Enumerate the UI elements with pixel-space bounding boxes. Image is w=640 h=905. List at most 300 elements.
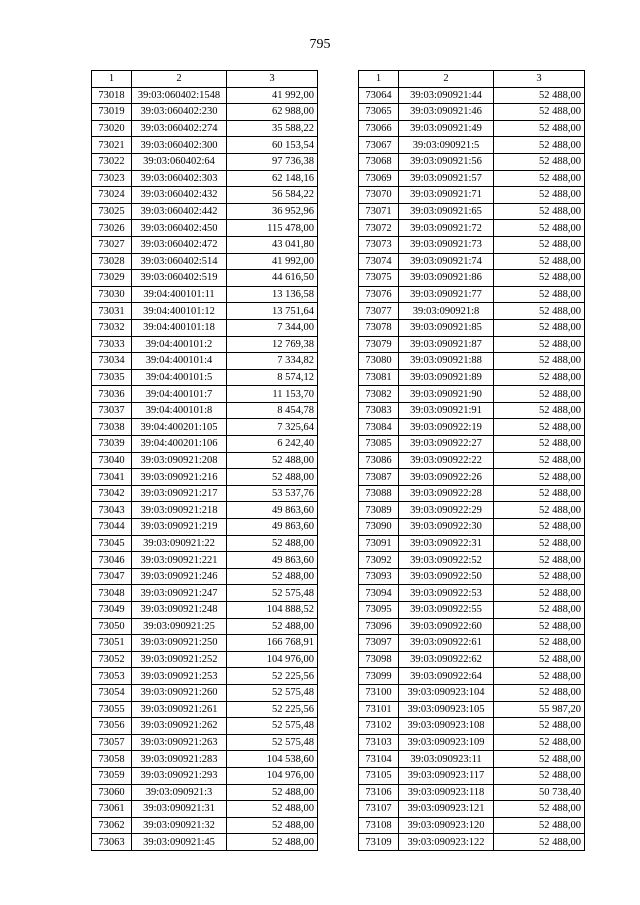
table-row xyxy=(92,834,318,851)
cadastral-number-cell: 39:03:090922:60 xyxy=(399,618,494,635)
cadastral-number-cell: 39:03:090921:89 xyxy=(399,369,494,386)
row-number-cell: 73051 xyxy=(92,635,132,652)
row-number-cell: 73102 xyxy=(359,718,399,735)
row-number-cell: 73098 xyxy=(359,651,399,668)
amount-cell: 52 488,00 xyxy=(494,203,585,220)
table-row xyxy=(92,386,318,403)
table-row xyxy=(359,834,585,851)
row-number-cell: 73040 xyxy=(92,452,132,469)
column-header-1: 1 xyxy=(359,71,399,88)
row-number-cell: 73029 xyxy=(92,270,132,287)
cadastral-number-cell: 39:03:090923:117 xyxy=(399,767,494,784)
amount-cell: 52 488,00 xyxy=(494,87,585,104)
row-number-cell: 73093 xyxy=(359,568,399,585)
amount-cell: 104 976,00 xyxy=(227,767,318,784)
table-row xyxy=(359,718,585,735)
table-row xyxy=(359,568,585,585)
table-row xyxy=(92,568,318,585)
table-row xyxy=(92,137,318,154)
cadastral-number-cell: 39:03:090923:108 xyxy=(399,718,494,735)
cadastral-number-cell: 39:03:090921:56 xyxy=(399,153,494,170)
table-row xyxy=(92,602,318,619)
row-number-cell: 73046 xyxy=(92,552,132,569)
amount-cell: 52 575,48 xyxy=(227,585,318,602)
row-number-cell: 73076 xyxy=(359,286,399,303)
amount-cell: 52 488,00 xyxy=(494,436,585,453)
cadastral-number-cell: 39:03:090922:28 xyxy=(399,485,494,502)
cadastral-number-cell: 39:03:060402:300 xyxy=(132,137,227,154)
amount-cell: 52 488,00 xyxy=(494,651,585,668)
amount-cell: 52 488,00 xyxy=(227,535,318,552)
table-row xyxy=(92,286,318,303)
row-number-cell: 73027 xyxy=(92,236,132,253)
table-row xyxy=(92,701,318,718)
cadastral-number-cell: 39:03:090921:32 xyxy=(132,817,227,834)
table-row xyxy=(359,187,585,204)
row-number-cell: 73044 xyxy=(92,519,132,536)
amount-cell: 52 225,56 xyxy=(227,701,318,718)
table-row xyxy=(359,784,585,801)
table-row xyxy=(92,585,318,602)
row-number-cell: 73021 xyxy=(92,137,132,154)
amount-cell: 52 488,00 xyxy=(494,767,585,784)
cadastral-number-cell: 39:03:090923:105 xyxy=(399,701,494,718)
amount-cell: 52 488,00 xyxy=(227,784,318,801)
row-number-cell: 73092 xyxy=(359,552,399,569)
amount-cell: 62 148,16 xyxy=(227,170,318,187)
amount-cell: 53 537,76 xyxy=(227,485,318,502)
row-number-cell: 73089 xyxy=(359,502,399,519)
amount-cell: 52 488,00 xyxy=(494,270,585,287)
column-header-2: 2 xyxy=(399,71,494,88)
table-row xyxy=(92,817,318,834)
cadastral-number-cell: 39:03:090921:218 xyxy=(132,502,227,519)
row-number-cell: 73095 xyxy=(359,602,399,619)
table-row xyxy=(92,236,318,253)
cadastral-number-cell: 39:03:090921:87 xyxy=(399,336,494,353)
register-table-right xyxy=(358,70,585,851)
cadastral-number-cell: 39:04:400201:106 xyxy=(132,436,227,453)
amount-cell: 52 225,56 xyxy=(227,668,318,685)
cadastral-number-cell: 39:03:090923:109 xyxy=(399,734,494,751)
row-number-cell: 73063 xyxy=(92,834,132,851)
row-number-cell: 73056 xyxy=(92,718,132,735)
cadastral-number-cell: 39:03:090921:90 xyxy=(399,386,494,403)
cadastral-number-cell: 39:03:090923:120 xyxy=(399,817,494,834)
table-row xyxy=(359,452,585,469)
cadastral-number-cell: 39:03:060402:450 xyxy=(132,220,227,237)
cadastral-number-cell: 39:03:090922:53 xyxy=(399,585,494,602)
amount-cell: 52 488,00 xyxy=(494,734,585,751)
amount-cell: 52 488,00 xyxy=(494,104,585,121)
row-number-cell: 73106 xyxy=(359,784,399,801)
cadastral-number-cell: 39:03:060402:303 xyxy=(132,170,227,187)
amount-cell: 97 736,38 xyxy=(227,153,318,170)
table-row xyxy=(359,203,585,220)
amount-cell: 44 616,50 xyxy=(227,270,318,287)
amount-cell: 166 768,91 xyxy=(227,635,318,652)
amount-cell: 52 488,00 xyxy=(494,834,585,851)
table-row xyxy=(92,552,318,569)
row-number-cell: 73075 xyxy=(359,270,399,287)
amount-cell: 52 488,00 xyxy=(494,635,585,652)
amount-cell: 60 153,54 xyxy=(227,137,318,154)
table-row xyxy=(359,286,585,303)
table-row xyxy=(92,734,318,751)
column-header-1: 1 xyxy=(92,71,132,88)
row-number-cell: 73025 xyxy=(92,203,132,220)
cadastral-number-cell: 39:03:090921:44 xyxy=(399,87,494,104)
amount-cell: 52 488,00 xyxy=(494,801,585,818)
row-number-cell: 73037 xyxy=(92,402,132,419)
table-row xyxy=(92,519,318,536)
cadastral-number-cell: 39:03:090921:65 xyxy=(399,203,494,220)
amount-cell: 56 584,22 xyxy=(227,187,318,204)
row-number-cell: 73082 xyxy=(359,386,399,403)
table-row xyxy=(359,535,585,552)
cadastral-number-cell: 39:03:090921:216 xyxy=(132,469,227,486)
cadastral-number-cell: 39:03:060402:472 xyxy=(132,236,227,253)
cadastral-number-cell: 39:03:090921:247 xyxy=(132,585,227,602)
row-number-cell: 73105 xyxy=(359,767,399,784)
table-row xyxy=(92,784,318,801)
table-body-left xyxy=(92,87,318,850)
amount-cell: 52 488,00 xyxy=(494,236,585,253)
table-row xyxy=(359,485,585,502)
cadastral-number-cell: 39:03:090921:73 xyxy=(399,236,494,253)
row-number-cell: 73060 xyxy=(92,784,132,801)
row-number-cell: 73045 xyxy=(92,535,132,552)
cadastral-number-cell: 39:04:400101:4 xyxy=(132,353,227,370)
amount-cell: 52 488,00 xyxy=(494,402,585,419)
table-row xyxy=(359,220,585,237)
amount-cell: 52 488,00 xyxy=(494,120,585,137)
amount-cell: 104 976,00 xyxy=(227,651,318,668)
row-number-cell: 73042 xyxy=(92,485,132,502)
table-header-row xyxy=(92,71,318,88)
table-row xyxy=(92,419,318,436)
row-number-cell: 73019 xyxy=(92,104,132,121)
amount-cell: 52 488,00 xyxy=(494,535,585,552)
cadastral-number-cell: 39:03:060402:274 xyxy=(132,120,227,137)
row-number-cell: 73072 xyxy=(359,220,399,237)
cadastral-number-cell: 39:03:060402:230 xyxy=(132,104,227,121)
cadastral-number-cell: 39:03:060402:432 xyxy=(132,187,227,204)
cadastral-number-cell: 39:03:090921:88 xyxy=(399,353,494,370)
amount-cell: 7 325,64 xyxy=(227,419,318,436)
amount-cell: 8 574,12 xyxy=(227,369,318,386)
row-number-cell: 73069 xyxy=(359,170,399,187)
table-row xyxy=(92,668,318,685)
table-row xyxy=(92,203,318,220)
table-row xyxy=(92,718,318,735)
table-row xyxy=(92,751,318,768)
cadastral-number-cell: 39:04:400201:105 xyxy=(132,419,227,436)
amount-cell: 52 575,48 xyxy=(227,734,318,751)
cadastral-number-cell: 39:03:090921:253 xyxy=(132,668,227,685)
amount-cell: 115 478,00 xyxy=(227,220,318,237)
table-row xyxy=(359,270,585,287)
cadastral-number-cell: 39:03:090921:261 xyxy=(132,701,227,718)
table-row xyxy=(359,651,585,668)
table-row xyxy=(92,336,318,353)
cadastral-number-cell: 39:03:090921:248 xyxy=(132,602,227,619)
amount-cell: 52 488,00 xyxy=(494,303,585,320)
table-header-row xyxy=(359,71,585,88)
row-number-cell: 73081 xyxy=(359,369,399,386)
cadastral-number-cell: 39:03:060402:519 xyxy=(132,270,227,287)
cadastral-number-cell: 39:04:400101:11 xyxy=(132,286,227,303)
row-number-cell: 73066 xyxy=(359,120,399,137)
table-row xyxy=(92,684,318,701)
table-row xyxy=(359,668,585,685)
table-row xyxy=(359,369,585,386)
amount-cell: 52 488,00 xyxy=(494,718,585,735)
amount-cell: 12 769,38 xyxy=(227,336,318,353)
amount-cell: 36 952,96 xyxy=(227,203,318,220)
row-number-cell: 73064 xyxy=(359,87,399,104)
row-number-cell: 73083 xyxy=(359,402,399,419)
cadastral-number-cell: 39:03:090921:57 xyxy=(399,170,494,187)
row-number-cell: 73049 xyxy=(92,602,132,619)
table-row xyxy=(92,153,318,170)
table-row xyxy=(359,353,585,370)
amount-cell: 49 863,60 xyxy=(227,552,318,569)
row-number-cell: 73065 xyxy=(359,104,399,121)
cadastral-number-cell: 39:03:090922:27 xyxy=(399,436,494,453)
cadastral-number-cell: 39:03:090923:122 xyxy=(399,834,494,851)
cadastral-number-cell: 39:03:090922:31 xyxy=(399,535,494,552)
table-row xyxy=(359,602,585,619)
amount-cell: 13 751,64 xyxy=(227,303,318,320)
row-number-cell: 73022 xyxy=(92,153,132,170)
table-row xyxy=(359,684,585,701)
table-row xyxy=(92,253,318,270)
row-number-cell: 73035 xyxy=(92,369,132,386)
cadastral-number-cell: 39:03:060402:442 xyxy=(132,203,227,220)
table-row xyxy=(359,236,585,253)
column-header-2: 2 xyxy=(132,71,227,88)
cadastral-number-cell: 39:03:090922:29 xyxy=(399,502,494,519)
amount-cell: 52 488,00 xyxy=(227,618,318,635)
cadastral-number-cell: 39:03:090923:118 xyxy=(399,784,494,801)
amount-cell: 7 334,82 xyxy=(227,353,318,370)
amount-cell: 62 988,00 xyxy=(227,104,318,121)
row-number-cell: 73043 xyxy=(92,502,132,519)
table-row xyxy=(92,469,318,486)
cadastral-number-cell: 39:04:400101:5 xyxy=(132,369,227,386)
row-number-cell: 73079 xyxy=(359,336,399,353)
table-row xyxy=(359,336,585,353)
cadastral-number-cell: 39:03:060402:64 xyxy=(132,153,227,170)
row-number-cell: 73097 xyxy=(359,635,399,652)
table-row xyxy=(92,270,318,287)
cadastral-number-cell: 39:03:090921:31 xyxy=(132,801,227,818)
table-row xyxy=(92,353,318,370)
table-row xyxy=(359,701,585,718)
amount-cell: 52 488,00 xyxy=(494,137,585,154)
cadastral-number-cell: 39:03:060402:1548 xyxy=(132,87,227,104)
cadastral-number-cell: 39:03:090921:263 xyxy=(132,734,227,751)
cadastral-number-cell: 39:03:090921:219 xyxy=(132,519,227,536)
row-number-cell: 73033 xyxy=(92,336,132,353)
amount-cell: 50 738,40 xyxy=(494,784,585,801)
row-number-cell: 73047 xyxy=(92,568,132,585)
cadastral-number-cell: 39:03:090921:45 xyxy=(132,834,227,851)
row-number-cell: 73084 xyxy=(359,419,399,436)
row-number-cell: 73058 xyxy=(92,751,132,768)
table-row xyxy=(359,253,585,270)
amount-cell: 6 242,40 xyxy=(227,436,318,453)
row-number-cell: 73071 xyxy=(359,203,399,220)
row-number-cell: 73055 xyxy=(92,701,132,718)
cadastral-number-cell: 39:03:090922:22 xyxy=(399,452,494,469)
row-number-cell: 73024 xyxy=(92,187,132,204)
cadastral-number-cell: 39:03:090921:86 xyxy=(399,270,494,287)
amount-cell: 52 488,00 xyxy=(494,618,585,635)
table-row xyxy=(359,104,585,121)
cadastral-number-cell: 39:03:090921:262 xyxy=(132,718,227,735)
amount-cell: 52 488,00 xyxy=(494,386,585,403)
cadastral-number-cell: 39:03:090921:250 xyxy=(132,635,227,652)
table-row xyxy=(359,734,585,751)
cadastral-number-cell: 39:03:090921:74 xyxy=(399,253,494,270)
column-header-3: 3 xyxy=(227,71,318,88)
table-row xyxy=(92,402,318,419)
cadastral-number-cell: 39:04:400101:12 xyxy=(132,303,227,320)
amount-cell: 52 488,00 xyxy=(494,353,585,370)
amount-cell: 52 575,48 xyxy=(227,718,318,735)
amount-cell: 52 488,00 xyxy=(494,568,585,585)
cadastral-number-cell: 39:03:090921:208 xyxy=(132,452,227,469)
amount-cell: 35 588,22 xyxy=(227,120,318,137)
amount-cell: 52 488,00 xyxy=(494,817,585,834)
table-row xyxy=(359,87,585,104)
page-number: 795 xyxy=(309,37,331,52)
amount-cell: 52 488,00 xyxy=(494,751,585,768)
row-number-cell: 73036 xyxy=(92,386,132,403)
cadastral-number-cell: 39:03:090922:62 xyxy=(399,651,494,668)
cadastral-number-cell: 39:03:090922:61 xyxy=(399,635,494,652)
amount-cell: 52 488,00 xyxy=(494,668,585,685)
cadastral-number-cell: 39:03:090921:283 xyxy=(132,751,227,768)
table-row xyxy=(359,402,585,419)
table-row xyxy=(359,767,585,784)
table-row xyxy=(359,303,585,320)
row-number-cell: 73061 xyxy=(92,801,132,818)
table-row xyxy=(359,419,585,436)
row-number-cell: 73068 xyxy=(359,153,399,170)
amount-cell: 52 488,00 xyxy=(494,253,585,270)
row-number-cell: 73052 xyxy=(92,651,132,668)
amount-cell: 52 575,48 xyxy=(227,684,318,701)
row-number-cell: 73100 xyxy=(359,684,399,701)
table-row xyxy=(359,436,585,453)
cadastral-number-cell: 39:03:090921:91 xyxy=(399,402,494,419)
cadastral-number-cell: 39:03:090921:71 xyxy=(399,187,494,204)
row-number-cell: 73057 xyxy=(92,734,132,751)
table-row xyxy=(92,87,318,104)
amount-cell: 52 488,00 xyxy=(494,602,585,619)
cadastral-number-cell: 39:03:090921:293 xyxy=(132,767,227,784)
row-number-cell: 73091 xyxy=(359,535,399,552)
cadastral-number-cell: 39:04:400101:2 xyxy=(132,336,227,353)
amount-cell: 49 863,60 xyxy=(227,502,318,519)
amount-cell: 52 488,00 xyxy=(227,817,318,834)
table-row xyxy=(92,104,318,121)
row-number-cell: 73085 xyxy=(359,436,399,453)
table-row xyxy=(92,303,318,320)
table-row xyxy=(92,187,318,204)
cadastral-number-cell: 39:04:400101:7 xyxy=(132,386,227,403)
amount-cell: 52 488,00 xyxy=(227,834,318,851)
cadastral-number-cell: 39:04:400101:18 xyxy=(132,319,227,336)
table-row xyxy=(92,767,318,784)
cadastral-number-cell: 39:03:090923:104 xyxy=(399,684,494,701)
row-number-cell: 73053 xyxy=(92,668,132,685)
row-number-cell: 73039 xyxy=(92,436,132,453)
register-table-left xyxy=(91,70,318,851)
table-row xyxy=(92,436,318,453)
cadastral-number-cell: 39:03:090921:77 xyxy=(399,286,494,303)
table-row xyxy=(92,120,318,137)
table-row xyxy=(92,651,318,668)
amount-cell: 52 488,00 xyxy=(494,319,585,336)
row-number-cell: 73048 xyxy=(92,585,132,602)
row-number-cell: 73109 xyxy=(359,834,399,851)
amount-cell: 41 992,00 xyxy=(227,253,318,270)
row-number-cell: 73023 xyxy=(92,170,132,187)
table-row xyxy=(92,801,318,818)
amount-cell: 49 863,60 xyxy=(227,519,318,536)
table-row xyxy=(359,137,585,154)
cadastral-number-cell: 39:03:090921:221 xyxy=(132,552,227,569)
table-row xyxy=(92,485,318,502)
cadastral-number-cell: 39:03:090923:121 xyxy=(399,801,494,818)
cadastral-number-cell: 39:03:090921:22 xyxy=(132,535,227,552)
amount-cell: 104 888,52 xyxy=(227,602,318,619)
amount-cell: 52 488,00 xyxy=(494,552,585,569)
cadastral-number-cell: 39:03:090921:5 xyxy=(399,137,494,154)
table-row xyxy=(92,369,318,386)
table-row xyxy=(359,170,585,187)
row-number-cell: 73054 xyxy=(92,684,132,701)
table-row xyxy=(359,618,585,635)
amount-cell: 52 488,00 xyxy=(494,519,585,536)
amount-cell: 41 992,00 xyxy=(227,87,318,104)
cadastral-number-cell: 39:03:090921:46 xyxy=(399,104,494,121)
table-row xyxy=(359,801,585,818)
row-number-cell: 73026 xyxy=(92,220,132,237)
table-row xyxy=(359,635,585,652)
amount-cell: 11 153,70 xyxy=(227,386,318,403)
amount-cell: 7 344,00 xyxy=(227,319,318,336)
table-row xyxy=(359,386,585,403)
cadastral-number-cell: 39:03:090922:55 xyxy=(399,602,494,619)
amount-cell: 104 538,60 xyxy=(227,751,318,768)
table-row xyxy=(92,535,318,552)
table-row xyxy=(359,585,585,602)
cadastral-number-cell: 39:03:090922:52 xyxy=(399,552,494,569)
amount-cell: 52 488,00 xyxy=(227,469,318,486)
row-number-cell: 73031 xyxy=(92,303,132,320)
table-row xyxy=(92,635,318,652)
table-row xyxy=(92,618,318,635)
row-number-cell: 73096 xyxy=(359,618,399,635)
row-number-cell: 73018 xyxy=(92,87,132,104)
table-row xyxy=(92,452,318,469)
row-number-cell: 73038 xyxy=(92,419,132,436)
